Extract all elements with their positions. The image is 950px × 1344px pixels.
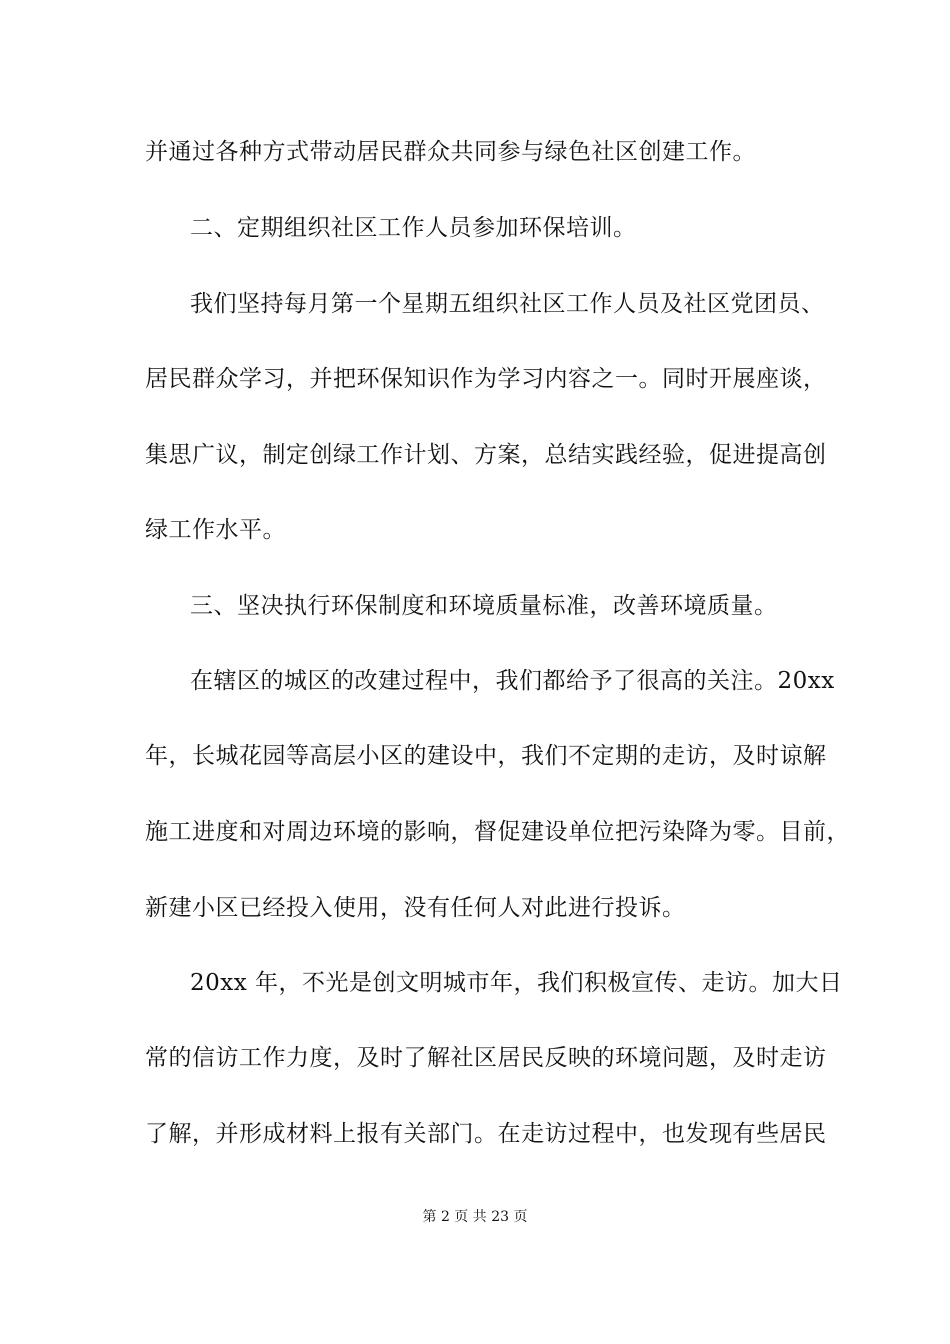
section-heading-2: 二、定期组织社区工作人员参加环保培训。 xyxy=(190,215,637,241)
text-line-1: 并通过各种方式带动居民群众共同参与绿色社区创建工作。 xyxy=(145,139,756,165)
text-line-8: 在辖区的城区的改建过程中，我们都给予了很高的关注。20xx xyxy=(190,668,835,694)
text-line-12: 20xx 年，不光是创文明城市年，我们积极宣传、走访。加大日 xyxy=(190,970,843,996)
text-line-3: 我们坚持每月第一个星期五组织社区工作人员及社区党团员、 xyxy=(190,291,825,317)
text-line-4: 居民群众学习，并把环保知识作为学习内容之一。同时开展座谈， xyxy=(145,366,827,392)
text-line-10: 施工进度和对周边环境的影响，督促建设单位把污染降为零。目前， xyxy=(145,819,850,845)
text-line-5: 集思广议，制定创绿工作计划、方案，总结实践经验，促进提高创 xyxy=(145,442,827,468)
text-line-14: 了解，并形成材料上报有关部门。在走访过程中，也发现有些居民 xyxy=(145,1121,827,1147)
page-number-footer: 第 2 页 共 23 页 xyxy=(422,1209,528,1225)
text-line-6: 绿工作水平。 xyxy=(145,517,286,543)
text-line-11: 新建小区已经投入使用，没有任何人对此进行投诉。 xyxy=(145,895,686,921)
section-heading-3: 三、坚决执行环保制度和环境质量标准，改善环境质量。 xyxy=(190,593,778,619)
text-line-13: 常的信访工作力度，及时了解社区居民反映的环境问题，及时走访 xyxy=(145,1045,827,1071)
text-line-9: 年，长城花园等高层小区的建设中，我们不定期的走访，及时谅解 xyxy=(145,743,827,769)
